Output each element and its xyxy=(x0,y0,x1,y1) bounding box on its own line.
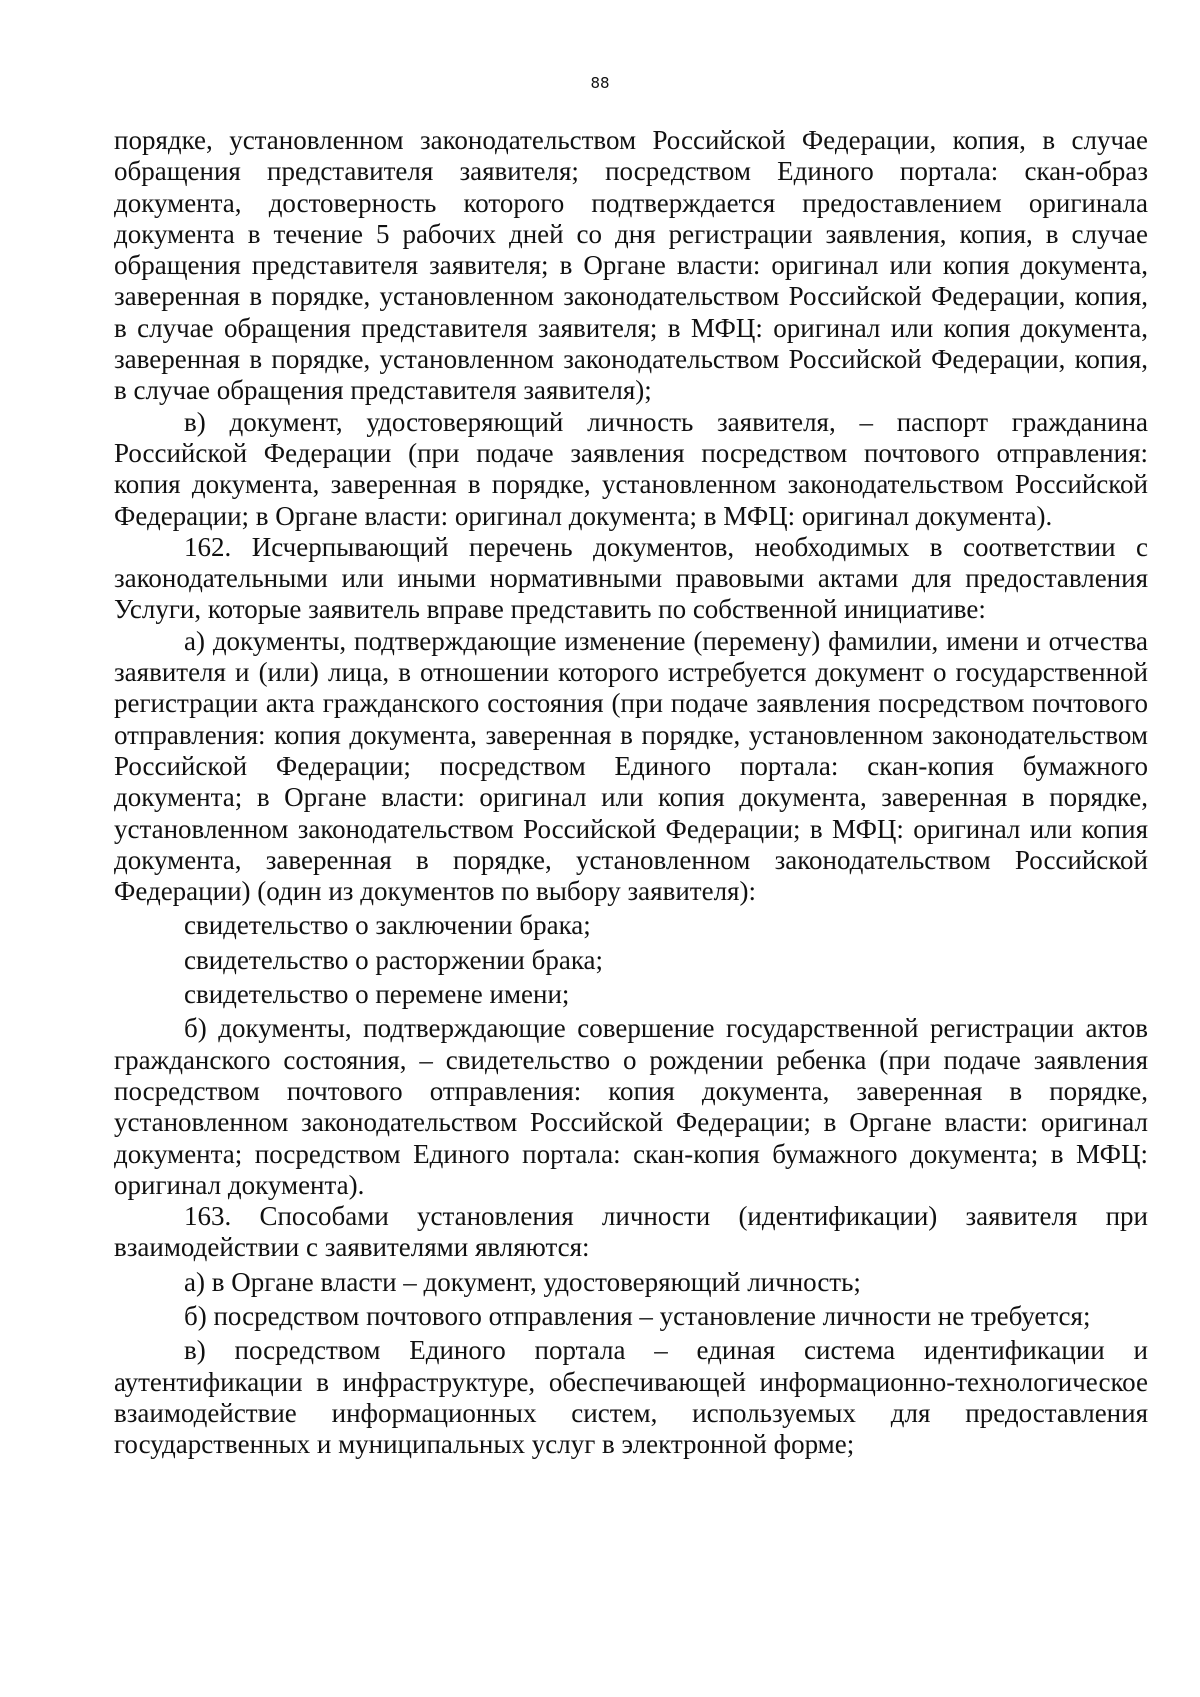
paragraph-continuation: порядке, установленном законодательством Российской Федерации, копия, в случае обращения представителя заявителя; посредством Единого портала: скан-образ документа, достоверность которого подтверждается предоставлением оригинала документа в течение 5 рабочих дней со дня регистрации заявления, копия, в случае обращения представителя заявителя; в Органе власти: оригинал или копия документа, заверенная в порядке, установленном законодательством Российской Федерации, копия, в случае обращения представителя заявителя; в МФЦ: оригинал или копия документа, заверенная в порядке, установленном законодательством Российской Федерации, копия, в случае обращения представителя заявителя); xyxy=(114,125,1148,406)
paragraph-item-b-birth-certificate: б) документы, подтверждающие совершение государственной регистрации актов гражданского состояния, – свидетельство о рождении ребенка (при подаче заявления посредством почтового отправления: копия документа, заверенная в порядке, установленном законодательством Российской Федерации; в Органе власти: оригинал документа; посредством Единого портала: скан-копия бумажного документа; в МФЦ: оригинал документа). xyxy=(114,1013,1148,1200)
paragraph-item-a-name-change: а) документы, подтверждающие изменение (перемену) фамилии, имени и отчества заявителя и (или) лица, в отношении которого истребуется документ о государственной регистрации акта гражданского состояния (при подаче заявления посредством почтового отправления: копия документа, заверенная в порядке, установленном законодательством Российской Федерации; посредством Единого портала: скан-копия бумажного документа; в Органе власти: оригинал или копия документа, заверенная в порядке, установленном законодательством Российской Федерации; в МФЦ: оригинал или копия документа, заверенная в порядке, установленном законодательством Российской Федерации) (один из документов по выбору заявителя): xyxy=(114,625,1148,907)
list-item-divorce-certificate: свидетельство о расторжении брака; xyxy=(184,944,604,975)
paragraph-item-a-authority: а) в Органе власти – документ, удостоверяющий личность; xyxy=(184,1266,861,1297)
page-number: 88 xyxy=(590,74,610,92)
paragraph-item-b-postal: б) посредством почтового отправления – установление личности не требуется; xyxy=(184,1300,1091,1331)
paragraph-163: 163. Способами установления личности (идентификации) заявителя при взаимодействии с заявителями являются: xyxy=(114,1201,1148,1263)
document-body xyxy=(114,125,1148,1460)
list-item-marriage-certificate: свидетельство о заключении брака; xyxy=(184,910,591,941)
paragraph-162: 162. Исчерпывающий перечень документов, необходимых в соответствии с законодательными или иными нормативными правовыми актами для предоставления Услуги, которые заявитель вправе представить по собственной инициативе: xyxy=(114,531,1148,625)
paragraph-item-v-passport: в) документ, удостоверяющий личность заявителя, – паспорт гражданина Российской Федерации (при подаче заявления посредством почтового отправления: копия документа, заверенная в порядке, установленном законодательством Российской Федерации; в Органе власти: оригинал документа; в МФЦ: оригинал документа). xyxy=(114,406,1148,531)
list-item-name-change-certificate: свидетельство о перемене имени; xyxy=(184,979,570,1010)
paragraph-item-v-portal: в) посредством Единого портала – единая система идентификации и аутентификации в инфраструктуре, обеспечивающей информационно-технологическое взаимодействие информационных систем, используемых для предоставления государственных и муниципальных услуг в электронной форме; xyxy=(114,1335,1148,1460)
